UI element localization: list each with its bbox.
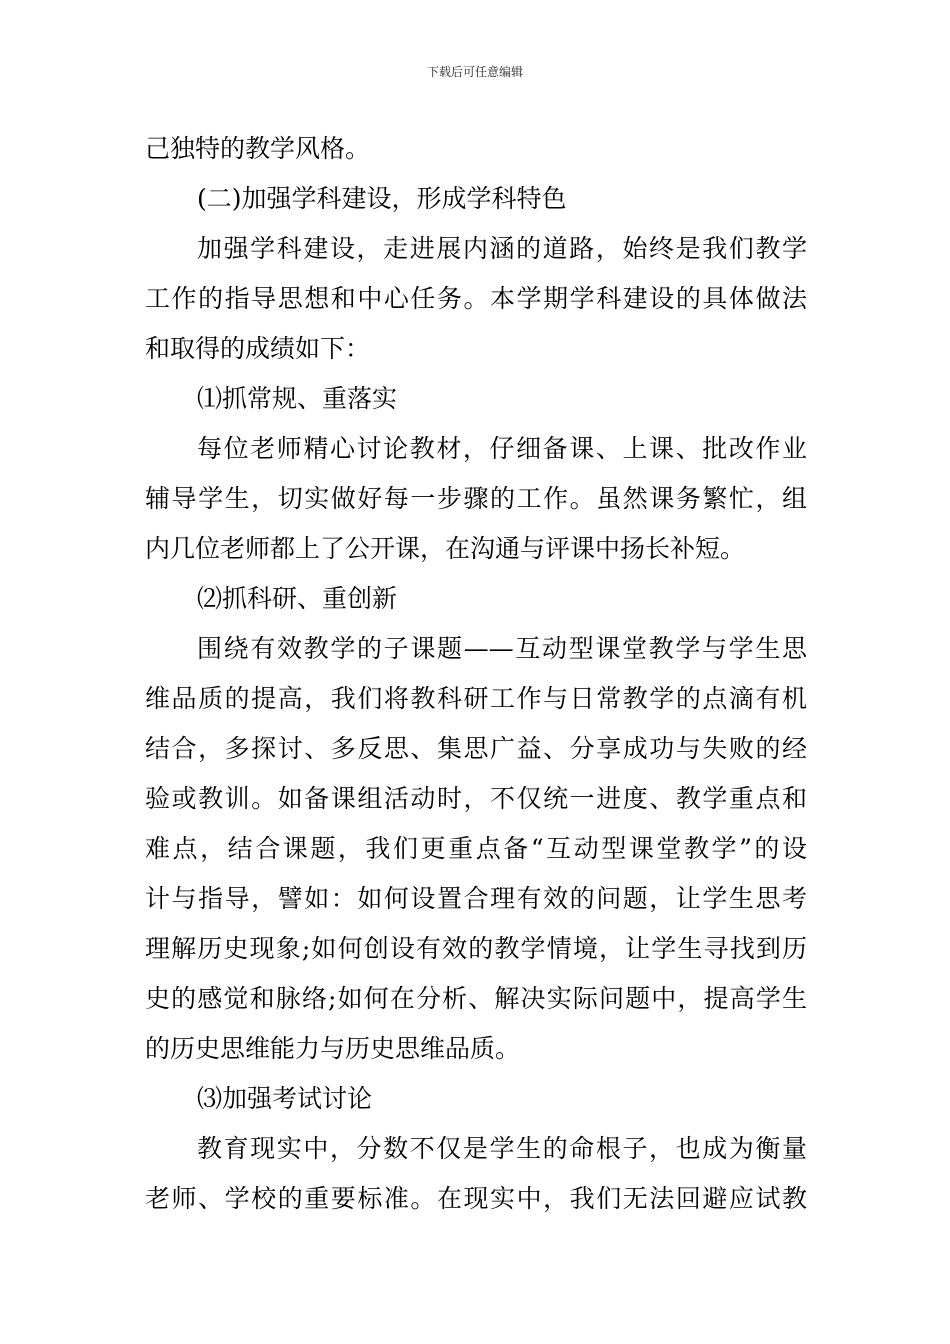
text-line: 老师、学校的重要标准。在现实中，我们无法回避应试教: [145, 1184, 807, 1213]
text-line: 每位老师精心讨论教材，仔细备课、上课、批改作业: [197, 434, 807, 463]
text-line: 加强学科建设，走进展内涵的道路，始终是我们教学: [197, 234, 807, 263]
text-line: (二)加强学科建设，形成学科特色: [197, 184, 567, 213]
text-line: 工作的指导思想和中心任务。本学期学科建设的具体做法: [145, 284, 807, 313]
text-line: 理解历史现象;如何创设有效的教学情境，让学生寻找到历: [145, 934, 807, 963]
text-line: 内几位老师都上了公开课，在沟通与评课中扬长补短。: [145, 534, 746, 563]
page-header: 下载后可任意编辑: [426, 65, 523, 79]
text-line: 辅导学生，切实做好每一步骤的工作。虽然课务繁忙，组: [145, 484, 807, 513]
text-line: ⑴抓常规、重落实: [197, 384, 398, 413]
text-line: 结合，多探讨、多反思、集思广益、分享成功与失败的经: [145, 734, 807, 763]
text-line: 己独特的教学风格。: [145, 134, 371, 163]
text-line: 教育现实中，分数不仅是学生的命根子，也成为衡量: [197, 1134, 807, 1163]
body-text: [145, 124, 807, 1224]
text-line: 的历史思维能力与历史思维品质。: [145, 1034, 521, 1063]
text-line: 计与指导，譬如：如何设置合理有效的问题，让学生思考: [145, 884, 807, 913]
text-line: 和取得的成绩如下：: [145, 334, 371, 363]
text-line: ⑶加强考试讨论: [197, 1084, 373, 1113]
text-line: 围绕有效教学的子课题——互动型课堂教学与学生思: [197, 634, 807, 663]
text-line: 难点，结合课题，我们更重点备“互动型课堂教学”的设: [145, 834, 807, 863]
text-line: ⑵抓科研、重创新: [197, 584, 398, 613]
text-line: 验或教训。如备课组活动时，不仅统一进度、教学重点和: [145, 784, 807, 813]
text-line: 维品质的提高，我们将教科研工作与日常教学的点滴有机: [145, 684, 807, 713]
text-line: 史的感觉和脉络;如何在分析、解决实际问题中，提高学生: [145, 984, 807, 1013]
